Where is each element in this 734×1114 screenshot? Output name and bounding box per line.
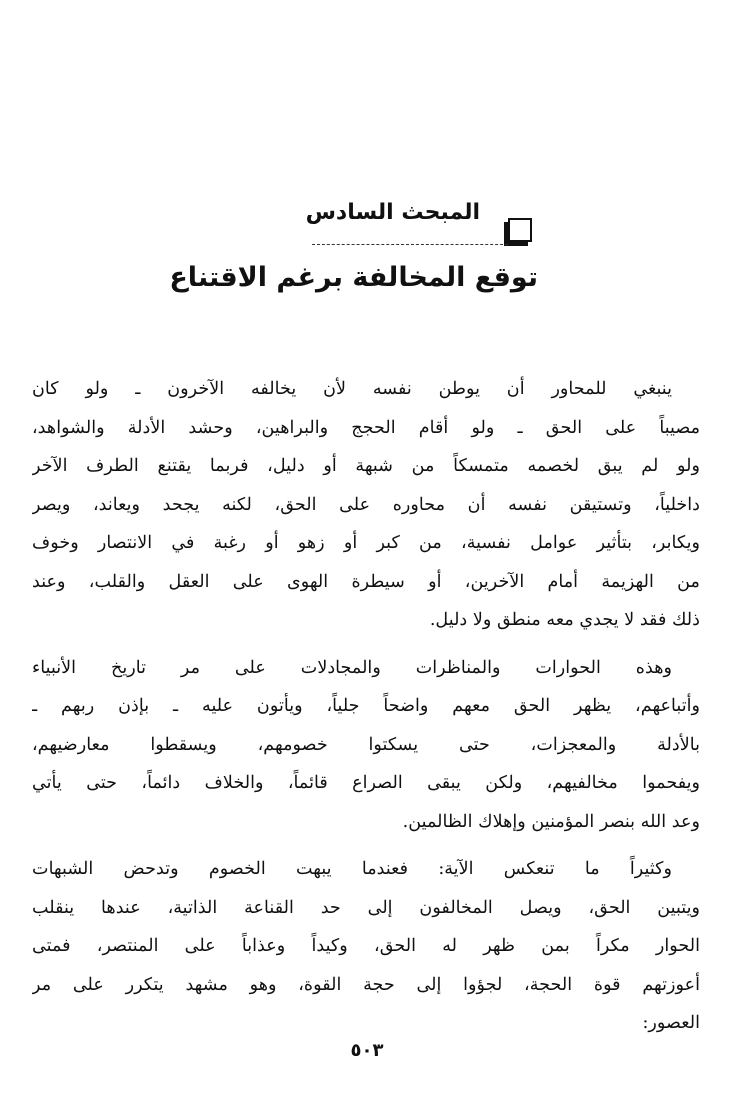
text-line: أعوزتهم قوة الحجة، لجؤوا إلى حجة القوة، وهو مشهد يتكرر على مر: [32, 974, 700, 995]
text-line: ويفحموا مخالفيهم، ولكن يبقى الصراع قائماً، والخلاف دائماً، حتى يأتي: [32, 773, 700, 793]
page-title: توقع المخالفة برغم الاقتناع: [169, 262, 538, 293]
text-line: مصيباً على الحق ـ ولو أقام الحجج والبراهين، وحشد الأدلة والشواهد،: [32, 417, 700, 438]
section-heading: [298, 198, 538, 254]
text-line: داخلياً، وتستيقن نفسه أن محاوره على الحق، لكنه يجحد ويعاند، ويصر: [32, 494, 700, 515]
text-line: ينبغي للمحاور أن يوطن نفسه لأن يخالفه الآخرون ـ ولو كان: [32, 379, 672, 399]
text-line: وكثيراً ما تنعكس الآية: فعندما يبهت الخصوم وتدحض الشبهات: [32, 859, 672, 879]
page-number: ٥٠٣: [350, 1040, 384, 1061]
square-bullet-icon: [508, 218, 532, 242]
body-text: [32, 370, 700, 1043]
text-line: من الهزيمة أمام الآخرين، أو سيطرة الهوى على العقل والقلب، وعند: [32, 571, 700, 592]
text-line: العصور:: [642, 1013, 700, 1033]
text-line: وأتباعهم، يظهر الحق معهم واضحاً جلياً، ويأتون عليه ـ بإذن ربهم ـ: [32, 696, 700, 716]
text-line: الحوار مكراً بمن ظهر له الحق، وكيداً وعذاباً على المنتصر، فمتى: [32, 936, 700, 956]
text-line: بالأدلة والمعجزات، حتى يسكتوا خصومهم، ويسقطوا معارضيهم،: [32, 734, 700, 755]
text-line: ويتبين الحق، ويصل المخالفون إلى حد القناعة الذاتية، عندها ينقلب: [32, 897, 700, 918]
text-line: ولو لم يبق لخصمه متمسكاً من شبهة أو دليل، فربما يقتنع الطرف الآخر: [32, 456, 700, 476]
text-line: ذلك فقد لا يجدي معه منطق ولا دليل.: [429, 610, 700, 630]
section-label: المبحث السادس: [305, 200, 480, 225]
text-line: ويكابر، بتأثير عوامل نفسية، من كبر أو زهو أو رغبة في الانتصار وخوف: [32, 533, 700, 553]
text-line: وعد الله بنصر المؤمنين وإهلاك الظالمين.: [402, 811, 700, 832]
text-line: وهذه الحوارات والمناظرات والمجادلات على مر تاريخ الأنبياء: [32, 657, 672, 678]
section-divider: [312, 244, 508, 245]
